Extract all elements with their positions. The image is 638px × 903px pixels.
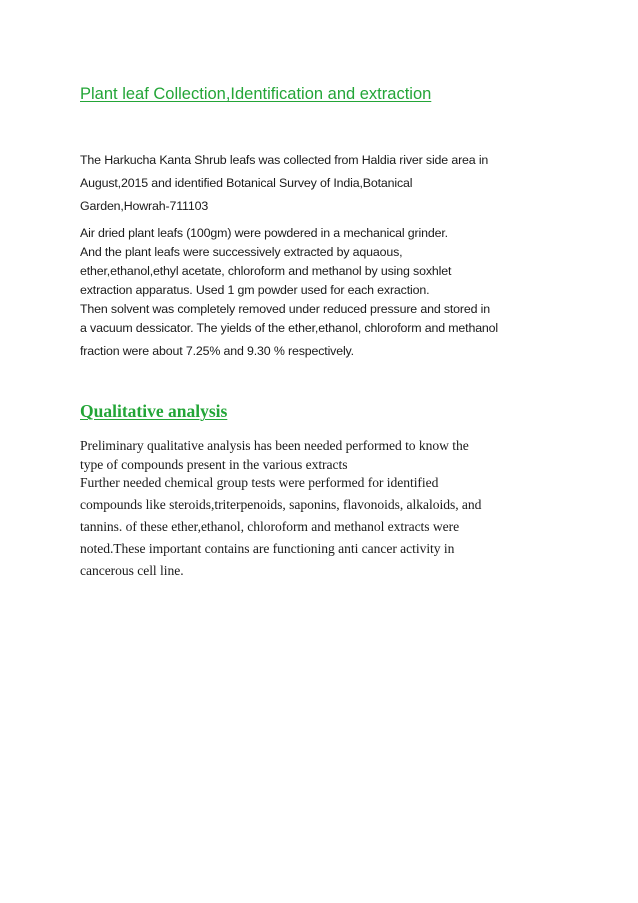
text-line: extraction apparatus. Used 1 gm powder used for each exraction. (80, 283, 430, 297)
text-line: noted.These important contains are functioning anti cancer activity in (80, 541, 455, 556)
text-line: cancerous cell line. (80, 563, 184, 578)
text-line: Further needed chemical group tests were performed for identified (80, 475, 439, 490)
text-line: a vacuum dessicator. The yields of the ether,ethanol, chloroform and methanol (80, 321, 499, 335)
text-line: August,2015 and identified Botanical Survey of India,Botanical (80, 176, 413, 190)
text-line: Then solvent was completely removed under reduced pressure and stored in (80, 302, 491, 316)
section-heading-plant-leaf-collection: Plant leaf Collection,Identification and extraction (80, 85, 432, 103)
text-line: The Harkucha Kanta Shrub leafs was collected from Haldia river side area in (80, 153, 489, 167)
text-line: tannins. of these ether,ethanol, chloroform and methanol extracts were (80, 519, 460, 534)
text-line: Garden,Howrah-711103 (80, 199, 209, 213)
text-line: And the plant leafs were successively extracted by aquaous, (80, 245, 403, 259)
text-line: Air dried plant leafs (100gm) were powdered in a mechanical grinder. (80, 226, 448, 240)
text-line: ether,ethanol,ethyl acetate, chloroform and methanol by using soxhlet (80, 264, 452, 278)
text-line: Preliminary qualitative analysis has been needed performed to know the (80, 438, 469, 453)
text-line: fraction were about 7.25% and 9.30 % respectively. (80, 344, 354, 358)
text-line: compounds like steroids,triterpenoids, saponins, flavonoids, alkaloids, and (80, 497, 482, 512)
text-line: type of compounds present in the various extracts (80, 457, 348, 472)
section-heading-qualitative-analysis: Qualitative analysis (80, 401, 228, 421)
